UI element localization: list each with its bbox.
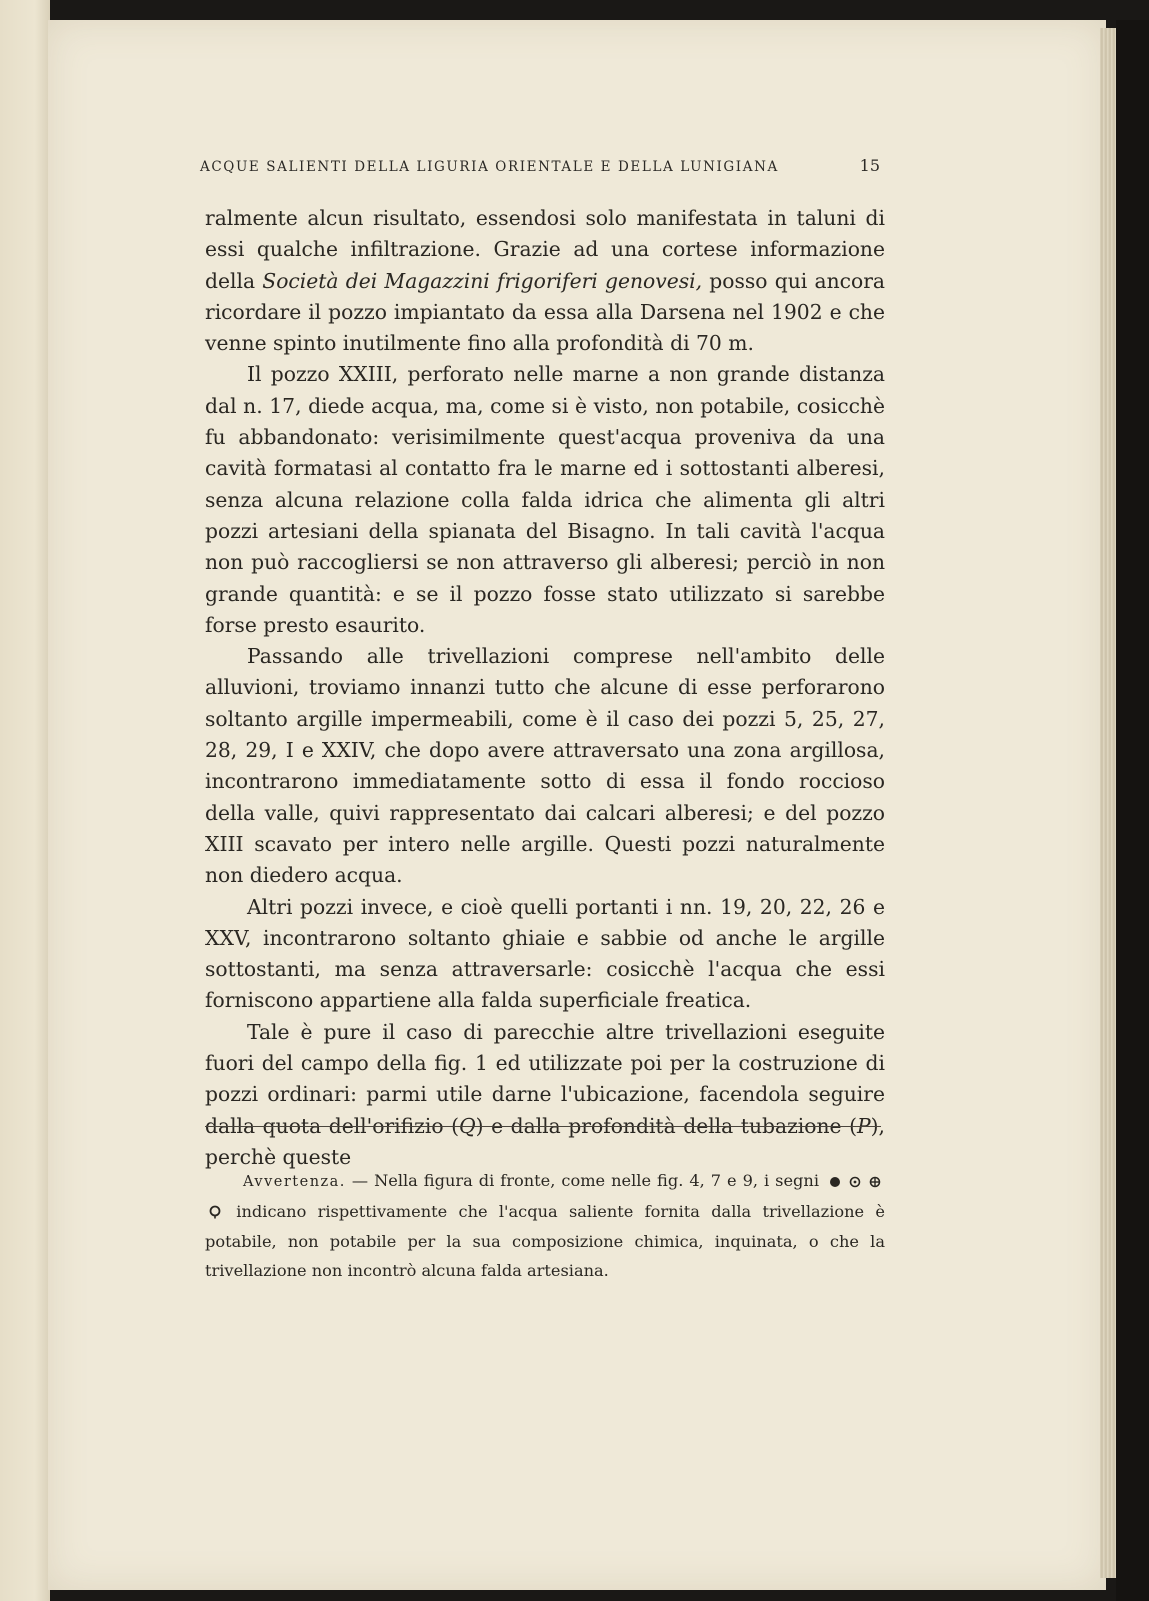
footnote: Avvertenza. — Nella figura di fronte, come nelle fig. 4, 7 e 9, i segni indicano rispettivamente che l'acqua saliente fornita dalla trivellazione è potabile, non potabile per la sua composizione chimica, inquinata, o che la trivellazione non incontrò alcuna falda artesiana. — [205, 1166, 885, 1285]
crossed-circle-icon — [865, 1167, 885, 1196]
paragraph-1: ralmente alcun risultato, essendosi solo manifestata in taluni di essi qualche infiltrazione. Grazie ad una cortese informazione della Società dei Magazzini frigoriferi genovesi, posso qui ancora ricordare il pozzo impiantato da essa alla Darsena nel 1902 e che venne spinto inutilmente fino alla profondità di 70 m. — [205, 206, 886, 356]
open-tailed-circle-icon — [205, 1198, 225, 1227]
society-name: Società dei Magazzini frigoriferi genovesi, — [262, 268, 703, 293]
paragraph-3: Passando alle trivellazioni comprese nell'ambito delle alluvioni, troviamo innanzi tutto che alcune di esse perforarono soltanto argille impermeabili, come è il caso dei pozzi 5, 25, 27, 28, 29, I e XXIV, che dopo avere attraversato una zona argillosa, incontrarono immediatamente sotto di essa il fondo roccioso della valle, quivi rappresentato dai calcari alberesi; e del pozzo XIII scavato per intero nelle argille. Questi pozzi naturalmente non diedero acqua. — [205, 644, 885, 888]
page-number: 15 — [859, 156, 880, 175]
main-text — [205, 203, 885, 1173]
paragraph-4: Altri pozzi invece, e cioè quelli portanti i nn. 19, 20, 22, 26 e XXV, incontrarono soltanto ghiaie e sabbie od anche le argille sottostanti, ma senza attraversarle: cosicchè l'acqua che essi forniscono appartiene alla falda superficiale freatica. — [205, 894, 885, 1013]
footnote-rule — [205, 1126, 881, 1127]
running-header — [200, 156, 880, 175]
running-title: ACQUE SALIENTI DELLA LIGURIA ORIENTALE E DELLA LUNIGIANA — [200, 159, 779, 175]
filled-circle-icon — [825, 1167, 845, 1196]
footnote-label: Avvertenza. — [243, 1174, 346, 1190]
adjacent-page-edge — [0, 0, 50, 1601]
paragraph-5: Tale è pure il caso di parecchie altre trivellazioni eseguite fuori del campo della fig. 1 ed utilizzate poi per la costruzione di pozzi ordinari: parmi utile darne l'ubicazione, facendola seguire dalla quota dell'orifizio (Q) e dalla profondità della tubazione (P), perchè queste — [205, 1019, 885, 1169]
book-binding — [1116, 20, 1149, 1601]
page-edges — [1100, 28, 1116, 1578]
paragraph-2: Il pozzo XXIII, perforato nelle marne a non grande distanza dal n. 17, diede acqua, ma, come si è visto, non potabile, cosicchè fu abbandonato: verisimilmente quest'acqua proveniva da una cavità formatasi al contatto fra le marne ed i sottostanti alberesi, senza alcuna relazione colla falda idrica che alimenta gli altri pozzi artesiani della spianata del Bisagno. In tali cavità l'acqua non può raccogliersi se non attraverso gli alberesi; perciò in non grande quantità: e se il pozzo fosse stato utilizzato si sarebbe forse presto esaurito. — [205, 362, 885, 637]
dotted-circle-icon — [845, 1167, 865, 1196]
